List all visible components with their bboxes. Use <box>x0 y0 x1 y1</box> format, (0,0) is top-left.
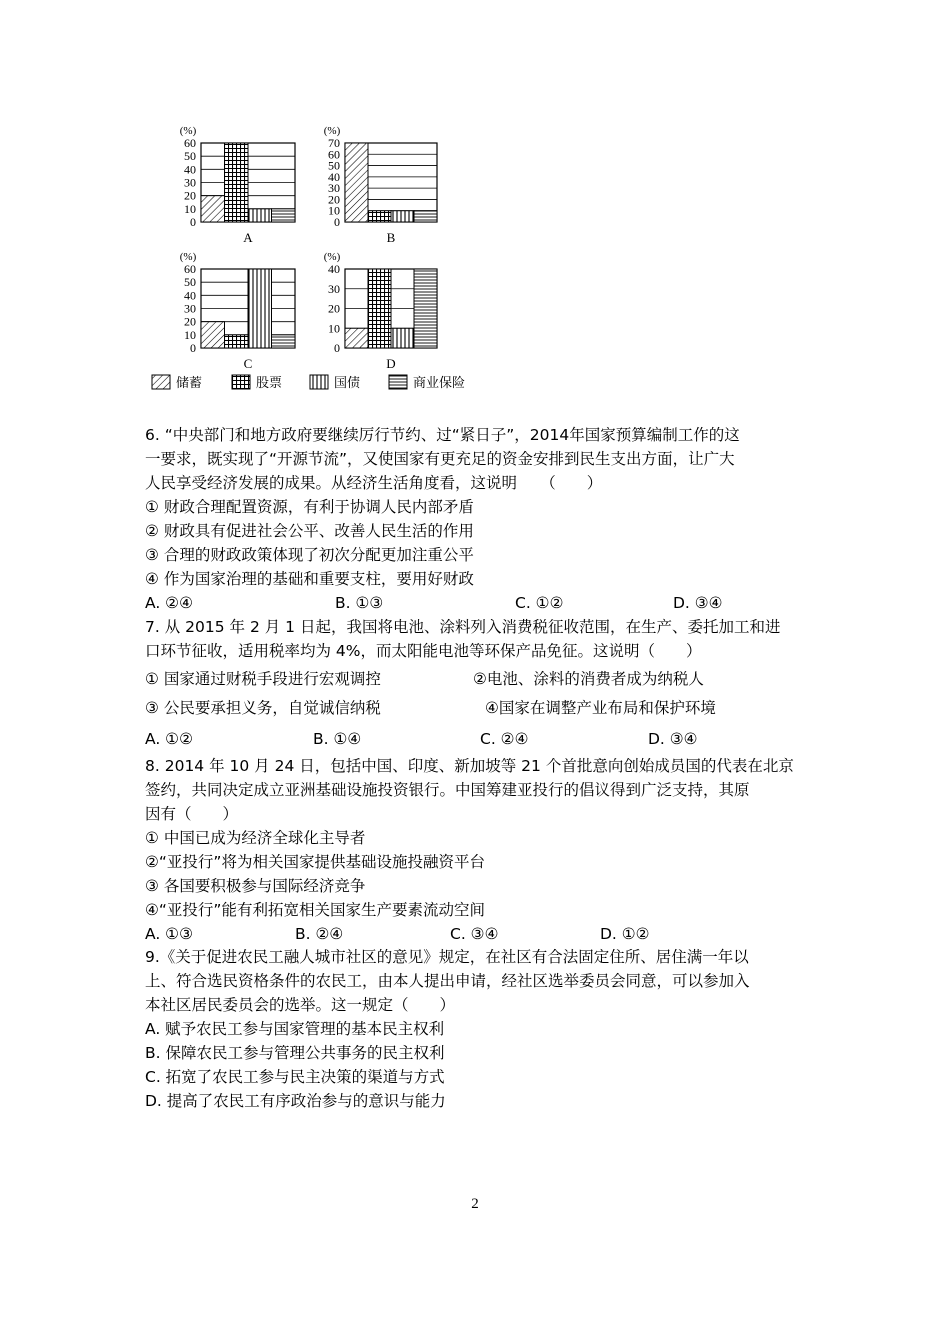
q7-item-1: ① 国家通过财税手段进行宏观调控 <box>145 670 381 688</box>
q8-option-c[interactable]: C. ③④ <box>450 925 499 943</box>
chart-panel-a <box>180 125 295 245</box>
q7-option-d[interactable]: D. ③④ <box>648 730 698 748</box>
chart-legend <box>152 375 465 390</box>
legend-label-4: 商业保险 <box>413 375 466 390</box>
bar-a-1 <box>201 196 225 222</box>
q9-stem-line-3: 本社区居民委员会的选举。这一规定（ ） <box>145 996 456 1014</box>
y-axis-unit-label: (%) <box>323 251 341 263</box>
y-tick-label: 10 <box>328 321 340 336</box>
q7-option-c[interactable]: C. ②④ <box>480 730 529 748</box>
y-tick-label: 10 <box>184 201 196 216</box>
bar-c-4 <box>272 335 296 348</box>
q8-item-4: ④“亚投行”能有利拓宽相关国家生产要素流动空间 <box>145 901 485 919</box>
q9-option-a[interactable]: A. 赋予农民工参与国家管理的基本民主权利 <box>145 1020 445 1038</box>
bar-d-4 <box>414 269 437 348</box>
y-tick-label: 70 <box>328 136 340 150</box>
y-tick-label: 0 <box>334 341 340 355</box>
q7-option-b[interactable]: B. ①④ <box>313 730 362 748</box>
y-tick-label: 30 <box>184 301 196 316</box>
chart-panel-b <box>324 125 437 245</box>
q8-item-3: ③ 各国要积极参与国际经济竞争 <box>145 877 366 895</box>
legend-label-2: 股票 <box>256 375 283 390</box>
q8-option-d[interactable]: D. ①② <box>600 925 650 943</box>
q8-item-2: ②“亚投行”将为相关国家提供基础设施投融资平台 <box>145 853 485 871</box>
q7-stem-line-2: 口环节征收，适用税率均为 4%，而太阳能电池等环保产品免征。这说明（ ） <box>145 642 702 660</box>
legend-label-3: 国债 <box>334 375 361 390</box>
q9-option-c[interactable]: C. 拓宽了农民工参与民主决策的渠道与方式 <box>145 1068 445 1086</box>
q6-item-2: ② 财政具有促进社会公平、改善人民生活的作用 <box>145 522 474 540</box>
y-tick-label: 40 <box>328 262 340 276</box>
q7-item-3: ③ 公民要承担义务，自觉诚信纳税 <box>145 699 381 717</box>
bar-b-3 <box>391 211 414 222</box>
y-tick-label: 40 <box>328 169 340 184</box>
y-tick-label: 60 <box>184 136 196 150</box>
bar-charts-figure <box>0 0 950 410</box>
q7-option-a[interactable]: A. ①② <box>145 730 193 748</box>
q8-option-b[interactable]: B. ②④ <box>295 925 344 943</box>
q7-item-2: ②电池、涂料的消费者成为纳税人 <box>473 670 704 688</box>
y-tick-label: 50 <box>328 158 340 173</box>
chart-panel-label: D <box>386 356 396 371</box>
q6-item-3: ③ 合理的财政政策体现了初次分配更加注重公平 <box>145 546 474 564</box>
bar-a-2 <box>225 143 249 222</box>
q9-option-d[interactable]: D. 提高了农民工有序政治参与的意识与能力 <box>145 1092 446 1110</box>
q8-stem-line-1: 8. 2014 年 10 月 24 日，包括中国、印度、新加坡等 21 个首批意向创始成员国的代表在北京 <box>145 757 794 775</box>
chart-panel-c <box>180 251 295 371</box>
bar-b-1 <box>345 143 368 222</box>
y-tick-label: 10 <box>184 327 196 342</box>
y-axis-unit-label: (%) <box>179 125 197 137</box>
q8-stem-line-2: 签约，共同决定成立亚洲基础设施投资银行。中国筹建亚投行的倡议得到广泛支持，其原 <box>145 781 750 799</box>
bar-b-4 <box>414 211 437 222</box>
y-tick-label: 20 <box>328 192 340 207</box>
y-axis-unit-label: (%) <box>179 251 197 263</box>
bar-c-1 <box>201 322 225 348</box>
y-tick-label: 60 <box>328 147 340 162</box>
q9-stem-line-1: 9.《关于促进农民工融人城市社区的意见》规定，在社区有合法固定住所、居住满一年以 <box>145 948 749 966</box>
y-tick-label: 0 <box>334 215 340 229</box>
y-tick-label: 30 <box>328 281 340 296</box>
y-tick-label: 60 <box>184 262 196 276</box>
q6-option-c[interactable]: C. ①② <box>515 594 564 612</box>
y-axis-unit-label: (%) <box>323 125 341 137</box>
q6-stem-line-2: 一要求，既实现了“开源节流”，又使国家有更充足的资金安排到民生支出方面，让广大 <box>145 450 735 468</box>
q8-item-1: ① 中国已成为经济全球化主导者 <box>145 829 366 847</box>
bar-a-3 <box>248 209 272 222</box>
q6-option-b[interactable]: B. ①③ <box>335 594 384 612</box>
q7-stem-line-1: 7. 从 2015 年 2 月 1 日起，我国将电池、涂料列入消费税征收范围，在生产、委托加工和进 <box>145 618 781 636</box>
legend-swatch-1 <box>152 375 170 389</box>
y-tick-label: 50 <box>184 149 196 164</box>
bar-a-4 <box>272 209 296 222</box>
q6-item-4: ④ 作为国家治理的基础和重要支柱，要用好财政 <box>145 570 474 588</box>
q9-option-b[interactable]: B. 保障农民工参与管理公共事务的民主权利 <box>145 1044 445 1062</box>
bar-b-2 <box>368 211 391 222</box>
y-tick-label: 20 <box>184 314 196 329</box>
chart-panel-label: C <box>243 356 253 371</box>
bar-d-1 <box>345 328 368 348</box>
legend-label-1: 储蓄 <box>176 375 203 390</box>
y-tick-label: 10 <box>328 203 340 218</box>
bar-d-2 <box>368 269 391 348</box>
y-tick-label: 0 <box>190 215 196 229</box>
y-tick-label: 30 <box>184 175 196 190</box>
q6-stem-line-1: 6. “中央部门和地方政府要继续厉行节约、过“紧日子”，2014年国家预算编制工作的这 <box>145 426 740 444</box>
y-tick-label: 50 <box>184 275 196 290</box>
q8-option-a[interactable]: A. ①③ <box>145 925 193 943</box>
q8-stem-line-3: 因有（ ） <box>145 805 239 823</box>
q6-option-d[interactable]: D. ③④ <box>673 594 723 612</box>
bar-c-2 <box>225 335 249 348</box>
q9-stem-line-2: 上、符合选民资格条件的农民工，由本人提出申请，经社区选举委员会同意，可以参加入 <box>145 972 750 990</box>
q6-option-a[interactable]: A. ②④ <box>145 594 193 612</box>
y-tick-label: 20 <box>184 188 196 203</box>
chart-panel-label: B <box>386 230 396 245</box>
bar-c-3 <box>248 269 272 348</box>
y-tick-label: 0 <box>190 341 196 355</box>
q7-item-4: ④国家在调整产业布局和保护环境 <box>485 699 716 717</box>
q6-stem-line-3: 人民享受经济发展的成果。从经济生活角度看，这说明 （ ） <box>145 474 603 492</box>
y-tick-label: 40 <box>184 162 196 177</box>
legend-swatch-2 <box>232 375 250 389</box>
chart-panel-d <box>324 251 437 371</box>
legend-swatch-3 <box>310 375 328 389</box>
chart-panel-label: A <box>243 230 253 245</box>
page-number: 2 <box>471 1196 479 1212</box>
q6-item-1: ① 财政合理配置资源，有利于协调人民内部矛盾 <box>145 498 474 516</box>
y-tick-label: 20 <box>328 301 340 316</box>
bar-d-3 <box>391 328 414 348</box>
y-tick-label: 30 <box>328 181 340 196</box>
legend-swatch-4 <box>389 375 407 389</box>
y-tick-label: 40 <box>184 288 196 303</box>
